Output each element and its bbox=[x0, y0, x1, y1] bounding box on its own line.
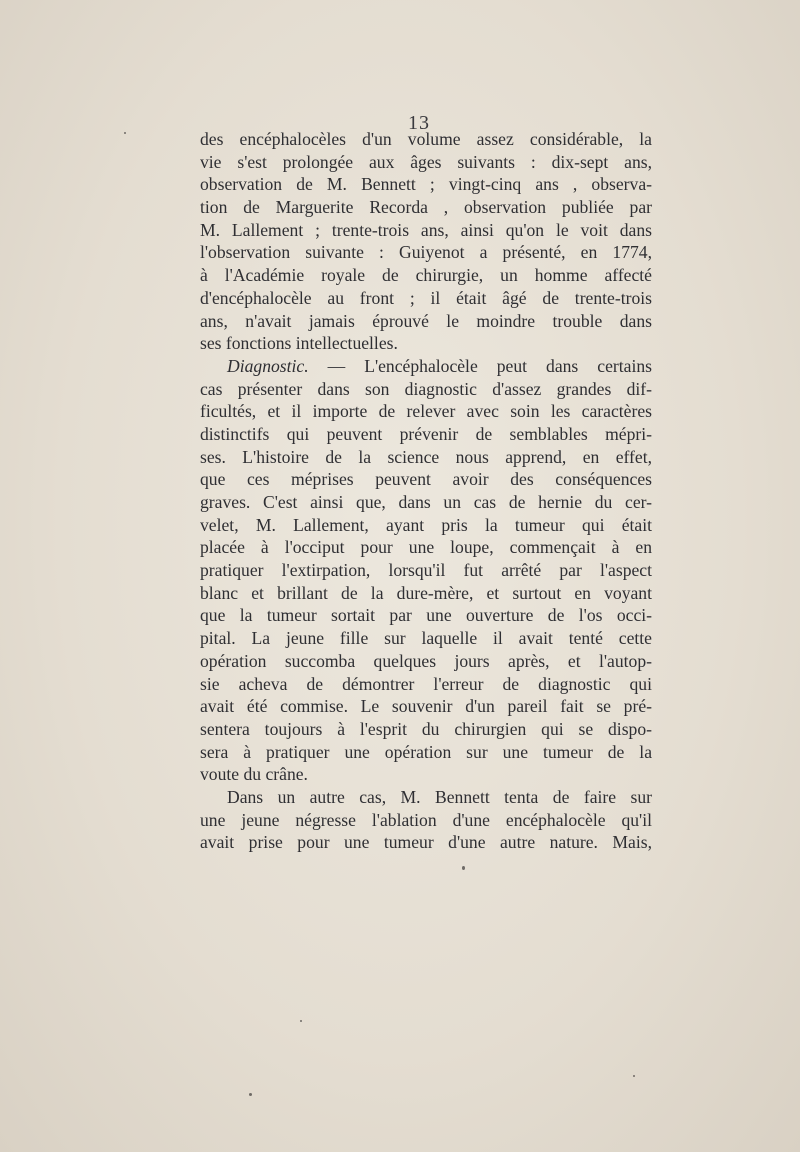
paper-speck bbox=[124, 132, 126, 134]
text-line bbox=[200, 514, 652, 537]
text-line bbox=[200, 604, 652, 627]
paper-speck bbox=[462, 866, 465, 870]
line-text: distinctifs qui peuvent prévenir de semblables mépri- bbox=[200, 423, 652, 444]
text-line bbox=[200, 809, 652, 832]
text-line bbox=[200, 763, 652, 786]
line-text: ans, n'avait jamais éprouvé le moindre trouble dans bbox=[200, 310, 652, 331]
text-line bbox=[200, 355, 652, 378]
text-line bbox=[200, 695, 652, 718]
text-line bbox=[200, 536, 652, 559]
line-text: une jeune négresse l'ablation d'une encéphalocèle qu'il bbox=[200, 809, 652, 830]
text-line bbox=[200, 287, 652, 310]
line-text: ses fonctions intellectuelles. bbox=[200, 333, 398, 354]
text-line bbox=[200, 196, 652, 219]
line-text: pital. La jeune fille sur laquelle il avait tenté cette bbox=[200, 628, 652, 649]
line-text: à l'Académie royale de chirurgie, un homme affecté bbox=[200, 265, 652, 286]
line-text: blanc et brillant de la dure-mère, et surtout en voyant bbox=[200, 582, 652, 603]
text-line bbox=[200, 741, 652, 764]
text-line bbox=[200, 400, 652, 423]
text-line bbox=[200, 786, 652, 809]
text-line bbox=[200, 446, 652, 469]
line-text: sera à pratiquer une opération sur une tumeur de la bbox=[200, 741, 652, 762]
line-text: Dans un autre cas, M. Bennett tenta de faire sur bbox=[227, 786, 652, 807]
line-text: que la tumeur sortait par une ouverture de l'os occi- bbox=[200, 605, 652, 626]
text-line bbox=[200, 128, 652, 151]
line-text: que ces méprises peuvent avoir des conséquences bbox=[200, 469, 652, 490]
paper-speck bbox=[249, 1093, 252, 1096]
text-line bbox=[200, 831, 652, 854]
line-text: graves. C'est ainsi que, dans un cas de hernie du cer- bbox=[200, 492, 652, 512]
text-line bbox=[200, 468, 652, 491]
text-line bbox=[200, 241, 652, 264]
section-heading: Diagnostic. bbox=[227, 355, 309, 376]
line-text: placée à l'occiput pour une loupe, commençait à en bbox=[200, 537, 652, 558]
text-line bbox=[200, 627, 652, 650]
text-line bbox=[200, 582, 652, 605]
line-text: tion de Marguerite Recorda , observation publiée par bbox=[200, 197, 652, 218]
text-line bbox=[200, 310, 652, 333]
body-text bbox=[200, 128, 652, 854]
line-text: cas présenter dans son diagnostic d'assez grandes dif- bbox=[200, 378, 652, 399]
line-text: opération succomba quelques jours après, et l'autop- bbox=[200, 650, 652, 671]
text-line bbox=[200, 559, 652, 582]
line-text: observation de M. Bennett ; vingt-cinq ans , observa- bbox=[200, 174, 652, 195]
line-text: avait prise pour une tumeur d'une autre nature. Mais, bbox=[200, 832, 652, 853]
text-line bbox=[200, 650, 652, 673]
line-text: M. Lallement ; trente-trois ans, ainsi qu'on le voit dans bbox=[200, 219, 652, 240]
text-line bbox=[200, 718, 652, 741]
line-text: velet, M. Lallement, ayant pris la tumeur qui était bbox=[200, 514, 652, 535]
line-text: des encéphalocèles d'un volume assez considérable, la bbox=[200, 129, 652, 149]
line-text: vie s'est prolongée aux âges suivants : dix-sept ans, bbox=[200, 151, 652, 172]
text-line bbox=[200, 219, 652, 242]
text-line bbox=[200, 332, 652, 355]
text-line bbox=[200, 151, 652, 174]
page-number: 13 bbox=[408, 112, 430, 134]
line-text: — L'encéphalocèle peut dans certains bbox=[308, 355, 652, 376]
line-text: sie acheva de démontrer l'erreur de diagnostic qui bbox=[200, 673, 652, 694]
line-text: sentera toujours à l'esprit du chirurgien qui se dispo- bbox=[200, 718, 652, 739]
line-text: l'observation suivante : Guiyenot a présenté, en 1774, bbox=[200, 242, 652, 263]
text-line bbox=[200, 378, 652, 401]
line-text: d'encéphalocèle au front ; il était âgé de trente-trois bbox=[200, 287, 652, 308]
line-text: pratiquer l'extirpation, lorsqu'il fut arrêté par l'aspect bbox=[200, 560, 652, 581]
text-line bbox=[200, 491, 652, 514]
line-text: ses. L'histoire de la science nous apprend, en effet, bbox=[200, 446, 652, 467]
line-text: ficultés, et il importe de relever avec soin les caractères bbox=[200, 401, 652, 422]
line-text: voute du crâne. bbox=[200, 764, 308, 785]
text-line bbox=[200, 423, 652, 446]
text-line bbox=[200, 673, 652, 696]
paper-speck bbox=[300, 1020, 302, 1022]
line-text: avait été commise. Le souvenir d'un pareil fait se pré- bbox=[200, 696, 652, 717]
paper-speck bbox=[633, 1075, 635, 1077]
text-line bbox=[200, 264, 652, 287]
text-line bbox=[200, 173, 652, 196]
